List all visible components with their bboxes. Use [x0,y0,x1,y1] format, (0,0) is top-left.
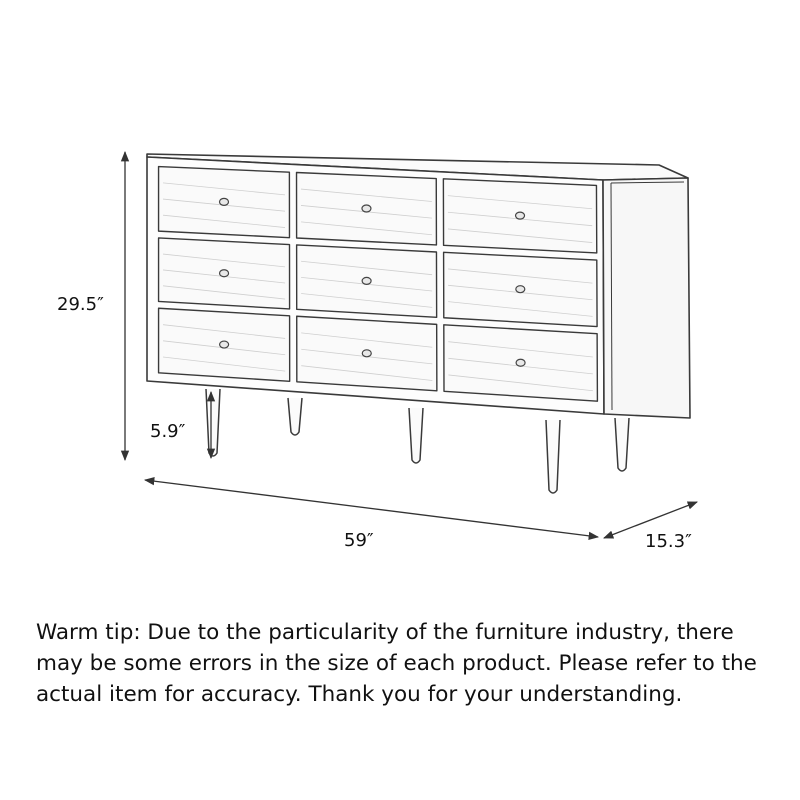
drawer-knob [516,359,525,366]
depth-label: 15.3″ [645,531,692,552]
dresser-leg [409,408,423,463]
warm-tip-note: Warm tip: Due to the particularity of the furniture industry, there may be some errors in the size of each product. Please refer to the actual item for accuracy. Thank you for your understanding. [36,620,757,707]
width-label: 59″ [344,530,374,551]
drawer-knob [220,198,229,205]
drawer-knob [220,270,229,277]
drawer-knob [220,341,229,348]
width-dimension-line [145,480,598,537]
dresser-leg [206,389,220,456]
dresser-side-panel [603,178,690,418]
dresser-illustration [147,154,690,493]
drawer-knob [362,205,371,212]
drawer-grid [159,167,598,402]
dresser-leg [615,418,629,471]
drawer-knob [362,277,371,284]
drawer-knob [516,286,525,293]
drawer-knob [362,350,371,357]
dresser-leg [288,398,302,435]
height-label: 29.5″ [57,294,104,315]
drawer-knob [516,212,525,219]
dresser-leg [546,420,560,493]
leg-height-label: 5.9″ [150,421,186,442]
